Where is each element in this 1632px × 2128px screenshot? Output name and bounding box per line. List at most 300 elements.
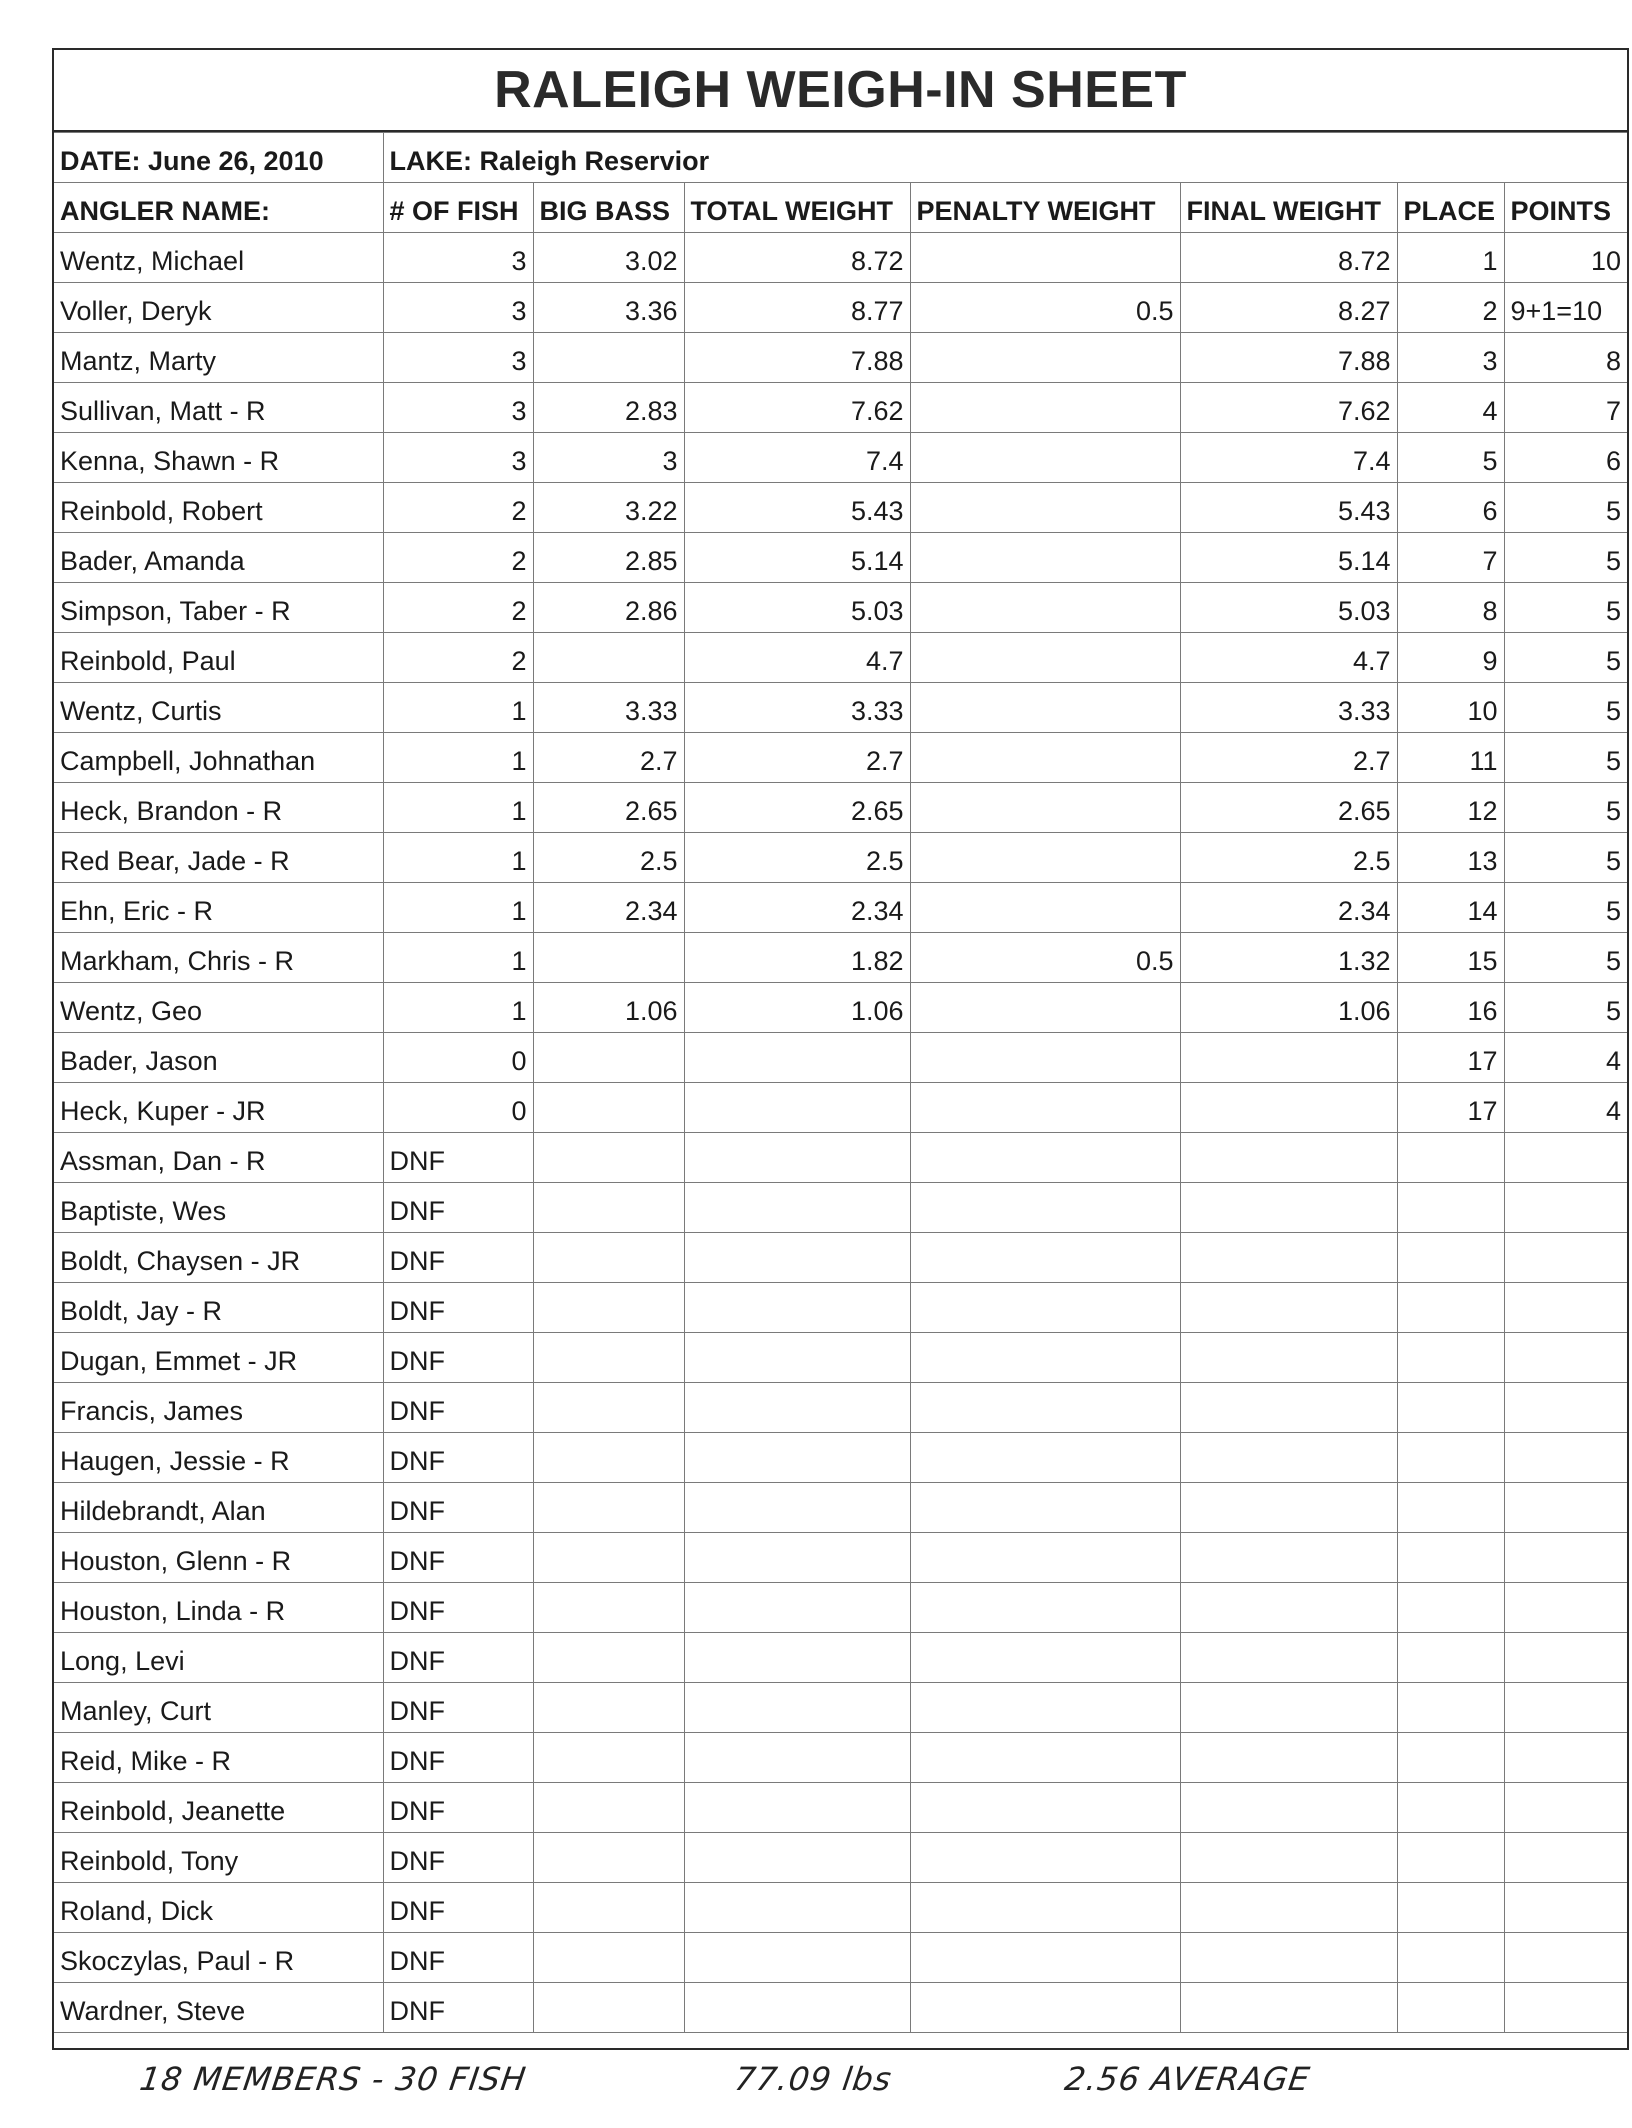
cell-total-weight xyxy=(684,1733,910,1783)
cell-points xyxy=(1504,1483,1627,1533)
cell-total-weight xyxy=(684,1233,910,1283)
cell-points: 5 xyxy=(1504,483,1627,533)
cell-fish-count: 1 xyxy=(383,833,533,883)
cell-angler-name: Wentz, Michael xyxy=(54,233,383,283)
cell-points xyxy=(1504,1433,1627,1483)
cell-fish-count: 2 xyxy=(383,533,533,583)
cell-big-bass xyxy=(533,1083,684,1133)
cell-final-weight xyxy=(1180,1033,1397,1083)
cell-points xyxy=(1504,1583,1627,1633)
table-row xyxy=(54,633,1627,683)
cell-fish-count: DNF xyxy=(383,1133,533,1183)
cell-fish-count: DNF xyxy=(383,1883,533,1933)
table-row xyxy=(54,583,1627,633)
cell-final-weight xyxy=(1180,1283,1397,1333)
cell-place xyxy=(1397,1533,1504,1583)
header-total-weight: TOTAL WEIGHT xyxy=(684,183,910,233)
cell-angler-name: Mantz, Marty xyxy=(54,333,383,383)
table-row xyxy=(54,1383,1627,1433)
cell-final-weight: 2.7 xyxy=(1180,733,1397,783)
cell-points xyxy=(1504,1833,1627,1883)
cell-total-weight xyxy=(684,1433,910,1483)
cell-total-weight xyxy=(684,1033,910,1083)
cell-angler-name: Assman, Dan - R xyxy=(54,1133,383,1183)
cell-penalty-weight: 0.5 xyxy=(910,933,1180,983)
cell-total-weight: 5.14 xyxy=(684,533,910,583)
cell-total-weight xyxy=(684,1283,910,1333)
cell-fish-count: 1 xyxy=(383,783,533,833)
cell-points: 4 xyxy=(1504,1083,1627,1133)
cell-total-weight: 5.43 xyxy=(684,483,910,533)
cell-penalty-weight xyxy=(910,683,1180,733)
cell-big-bass xyxy=(533,1683,684,1733)
cell-penalty-weight xyxy=(910,1433,1180,1483)
cell-angler-name: Reinbold, Robert xyxy=(54,483,383,533)
cell-penalty-weight xyxy=(910,1383,1180,1433)
cell-big-bass: 2.83 xyxy=(533,383,684,433)
cell-angler-name: Kenna, Shawn - R xyxy=(54,433,383,483)
cell-fish-count: 1 xyxy=(383,933,533,983)
cell-points xyxy=(1504,1383,1627,1433)
cell-penalty-weight xyxy=(910,1133,1180,1183)
cell-fish-count: 3 xyxy=(383,233,533,283)
cell-penalty-weight: 0.5 xyxy=(910,283,1180,333)
cell-big-bass xyxy=(533,1133,684,1183)
cell-penalty-weight xyxy=(910,533,1180,583)
cell-place xyxy=(1397,1433,1504,1483)
cell-place: 15 xyxy=(1397,933,1504,983)
table-row xyxy=(54,883,1627,933)
cell-big-bass: 3 xyxy=(533,433,684,483)
cell-big-bass xyxy=(533,1333,684,1383)
cell-points: 5 xyxy=(1504,633,1627,683)
cell-place: 11 xyxy=(1397,733,1504,783)
cell-place xyxy=(1397,1883,1504,1933)
cell-fish-count: DNF xyxy=(383,1833,533,1883)
cell-place: 12 xyxy=(1397,783,1504,833)
cell-points xyxy=(1504,1733,1627,1783)
cell-total-weight xyxy=(684,1883,910,1933)
cell-angler-name: Campbell, Johnathan xyxy=(54,733,383,783)
cell-penalty-weight xyxy=(910,1733,1180,1783)
cell-place xyxy=(1397,1933,1504,1983)
cell-angler-name: Bader, Amanda xyxy=(54,533,383,583)
cell-points xyxy=(1504,1333,1627,1383)
cell-total-weight xyxy=(684,1833,910,1883)
cell-total-weight xyxy=(684,1383,910,1433)
cell-fish-count: DNF xyxy=(383,1983,533,2033)
cell-final-weight xyxy=(1180,1383,1397,1433)
table-row xyxy=(54,1983,1627,2033)
cell-points xyxy=(1504,1133,1627,1183)
cell-fish-count: DNF xyxy=(383,1683,533,1733)
cell-angler-name: Simpson, Taber - R xyxy=(54,583,383,633)
table-row xyxy=(54,1633,1627,1683)
cell-fish-count: 2 xyxy=(383,483,533,533)
cell-points: 5 xyxy=(1504,533,1627,583)
cell-angler-name: Wentz, Curtis xyxy=(54,683,383,733)
cell-fish-count: DNF xyxy=(383,1383,533,1433)
cell-big-bass xyxy=(533,1783,684,1833)
cell-penalty-weight xyxy=(910,583,1180,633)
cell-penalty-weight xyxy=(910,883,1180,933)
cell-penalty-weight xyxy=(910,433,1180,483)
cell-place: 6 xyxy=(1397,483,1504,533)
cell-total-weight xyxy=(684,1083,910,1133)
cell-total-weight xyxy=(684,1533,910,1583)
cell-place: 8 xyxy=(1397,583,1504,633)
cell-place xyxy=(1397,1583,1504,1633)
cell-angler-name: Wentz, Geo xyxy=(54,983,383,1033)
cell-final-weight xyxy=(1180,1183,1397,1233)
cell-place: 13 xyxy=(1397,833,1504,883)
cell-final-weight: 1.06 xyxy=(1180,983,1397,1033)
cell-big-bass xyxy=(533,633,684,683)
cell-penalty-weight xyxy=(910,733,1180,783)
cell-final-weight: 7.4 xyxy=(1180,433,1397,483)
cell-fish-count: DNF xyxy=(383,1483,533,1533)
cell-final-weight xyxy=(1180,1883,1397,1933)
cell-penalty-weight xyxy=(910,1783,1180,1833)
cell-points: 8 xyxy=(1504,333,1627,383)
cell-big-bass xyxy=(533,933,684,983)
cell-final-weight xyxy=(1180,1533,1397,1583)
cell-final-weight: 5.43 xyxy=(1180,483,1397,533)
table-row xyxy=(54,283,1627,333)
cell-penalty-weight xyxy=(910,1983,1180,2033)
cell-points: 5 xyxy=(1504,733,1627,783)
cell-place: 5 xyxy=(1397,433,1504,483)
cell-total-weight: 8.72 xyxy=(684,233,910,283)
cell-points: 5 xyxy=(1504,883,1627,933)
cell-place: 7 xyxy=(1397,533,1504,583)
cell-place xyxy=(1397,1333,1504,1383)
cell-penalty-weight xyxy=(910,1833,1180,1883)
cell-big-bass xyxy=(533,1983,684,2033)
cell-total-weight: 2.34 xyxy=(684,883,910,933)
cell-big-bass: 2.86 xyxy=(533,583,684,633)
cell-final-weight xyxy=(1180,1783,1397,1833)
cell-total-weight: 5.03 xyxy=(684,583,910,633)
cell-penalty-weight xyxy=(910,1083,1180,1133)
cell-angler-name: Dugan, Emmet - JR xyxy=(54,1333,383,1383)
cell-big-bass: 2.85 xyxy=(533,533,684,583)
table-row xyxy=(54,983,1627,1033)
header-final-weight: FINAL WEIGHT xyxy=(1180,183,1397,233)
table-row xyxy=(54,1083,1627,1133)
cell-big-bass: 1.06 xyxy=(533,983,684,1033)
cell-fish-count: DNF xyxy=(383,1633,533,1683)
cell-penalty-weight xyxy=(910,1333,1180,1383)
cell-final-weight xyxy=(1180,1233,1397,1283)
cell-fish-count: 3 xyxy=(383,383,533,433)
handwritten-total-weight: 77.09 lbs xyxy=(732,2060,895,2098)
cell-points: 10 xyxy=(1504,233,1627,283)
cell-total-weight xyxy=(684,1633,910,1683)
cell-final-weight xyxy=(1180,1083,1397,1133)
cell-final-weight xyxy=(1180,1333,1397,1383)
cell-angler-name: Boldt, Chaysen - JR xyxy=(54,1233,383,1283)
cell-big-bass xyxy=(533,1883,684,1933)
cell-angler-name: Hildebrandt, Alan xyxy=(54,1483,383,1533)
cell-angler-name: Francis, James xyxy=(54,1383,383,1433)
cell-total-weight xyxy=(684,1583,910,1633)
cell-total-weight: 8.77 xyxy=(684,283,910,333)
table-row xyxy=(54,1433,1627,1483)
cell-fish-count: DNF xyxy=(383,1333,533,1383)
cell-penalty-weight xyxy=(910,833,1180,883)
cell-final-weight xyxy=(1180,1833,1397,1883)
cell-fish-count: DNF xyxy=(383,1933,533,1983)
table-row xyxy=(54,233,1627,283)
cell-final-weight: 2.34 xyxy=(1180,883,1397,933)
title-row xyxy=(54,50,1627,132)
cell-points: 5 xyxy=(1504,583,1627,633)
cell-big-bass xyxy=(533,1183,684,1233)
weigh-in-sheet xyxy=(52,48,1629,2050)
cell-final-weight xyxy=(1180,1683,1397,1733)
cell-angler-name: Voller, Deryk xyxy=(54,283,383,333)
cell-final-weight: 7.88 xyxy=(1180,333,1397,383)
cell-points: 5 xyxy=(1504,683,1627,733)
cell-place: 4 xyxy=(1397,383,1504,433)
table-row xyxy=(54,1133,1627,1183)
cell-fish-count: DNF xyxy=(383,1283,533,1333)
cell-fish-count: 3 xyxy=(383,283,533,333)
cell-angler-name: Reid, Mike - R xyxy=(54,1733,383,1783)
table-row xyxy=(54,733,1627,783)
cell-penalty-weight xyxy=(910,1683,1180,1733)
table-row xyxy=(54,533,1627,583)
cell-angler-name: Heck, Brandon - R xyxy=(54,783,383,833)
table-row xyxy=(54,1733,1627,1783)
cell-penalty-weight xyxy=(910,1033,1180,1083)
cell-final-weight: 1.32 xyxy=(1180,933,1397,983)
cell-total-weight: 7.88 xyxy=(684,333,910,383)
cell-final-weight xyxy=(1180,1933,1397,1983)
table-row xyxy=(54,333,1627,383)
cell-points: 5 xyxy=(1504,833,1627,883)
cell-big-bass xyxy=(533,1033,684,1083)
cell-final-weight xyxy=(1180,1583,1397,1633)
cell-place xyxy=(1397,1833,1504,1883)
table-row xyxy=(54,1683,1627,1733)
cell-points xyxy=(1504,1933,1627,1983)
table-row xyxy=(54,1333,1627,1383)
cell-penalty-weight xyxy=(910,233,1180,283)
cell-points xyxy=(1504,1683,1627,1733)
cell-big-bass: 2.7 xyxy=(533,733,684,783)
cell-points: 9+1=10 xyxy=(1504,283,1627,333)
weigh-in-table xyxy=(54,132,1627,2033)
table-row xyxy=(54,833,1627,883)
cell-place xyxy=(1397,1183,1504,1233)
cell-big-bass xyxy=(533,1733,684,1783)
header-points: POINTS xyxy=(1504,183,1627,233)
cell-angler-name: Reinbold, Paul xyxy=(54,633,383,683)
cell-final-weight: 5.03 xyxy=(1180,583,1397,633)
cell-total-weight: 2.7 xyxy=(684,733,910,783)
table-row xyxy=(54,1883,1627,1933)
cell-penalty-weight xyxy=(910,1533,1180,1583)
cell-final-weight: 2.5 xyxy=(1180,833,1397,883)
cell-total-weight xyxy=(684,1483,910,1533)
cell-final-weight: 4.7 xyxy=(1180,633,1397,683)
cell-place xyxy=(1397,1283,1504,1333)
cell-big-bass xyxy=(533,1933,684,1983)
cell-points xyxy=(1504,1883,1627,1933)
cell-points xyxy=(1504,1233,1627,1283)
cell-angler-name: Long, Levi xyxy=(54,1633,383,1683)
cell-final-weight xyxy=(1180,1733,1397,1783)
cell-angler-name: Bader, Jason xyxy=(54,1033,383,1083)
cell-angler-name: Markham, Chris - R xyxy=(54,933,383,983)
table-row xyxy=(54,783,1627,833)
cell-penalty-weight xyxy=(910,1583,1180,1633)
cell-total-weight: 7.62 xyxy=(684,383,910,433)
cell-final-weight xyxy=(1180,1133,1397,1183)
cell-total-weight: 1.82 xyxy=(684,933,910,983)
cell-final-weight: 8.72 xyxy=(1180,233,1397,283)
cell-penalty-weight xyxy=(910,1633,1180,1683)
cell-points: 4 xyxy=(1504,1033,1627,1083)
cell-place xyxy=(1397,1133,1504,1183)
cell-big-bass xyxy=(533,333,684,383)
cell-penalty-weight xyxy=(910,1933,1180,1983)
cell-big-bass: 3.36 xyxy=(533,283,684,333)
lake-cell: LAKE: Raleigh Reservior xyxy=(383,133,1627,183)
cell-total-weight: 1.06 xyxy=(684,983,910,1033)
cell-points: 5 xyxy=(1504,783,1627,833)
header-angler: ANGLER NAME: xyxy=(54,183,383,233)
cell-big-bass xyxy=(533,1383,684,1433)
table-row xyxy=(54,1183,1627,1233)
cell-place: 16 xyxy=(1397,983,1504,1033)
table-row xyxy=(54,1933,1627,1983)
cell-fish-count: DNF xyxy=(383,1183,533,1233)
cell-total-weight: 4.7 xyxy=(684,633,910,683)
header-penalty-weight: PENALTY WEIGHT xyxy=(910,183,1180,233)
cell-place: 17 xyxy=(1397,1083,1504,1133)
header-place: PLACE xyxy=(1397,183,1504,233)
date-cell: DATE: June 26, 2010 xyxy=(54,133,383,183)
info-row xyxy=(54,133,1627,183)
cell-final-weight: 8.27 xyxy=(1180,283,1397,333)
cell-points xyxy=(1504,1983,1627,2033)
cell-angler-name: Reinbold, Jeanette xyxy=(54,1783,383,1833)
cell-fish-count: DNF xyxy=(383,1433,533,1483)
cell-big-bass: 3.22 xyxy=(533,483,684,533)
table-row xyxy=(54,483,1627,533)
cell-final-weight: 5.14 xyxy=(1180,533,1397,583)
cell-fish-count: DNF xyxy=(383,1233,533,1283)
cell-big-bass xyxy=(533,1583,684,1633)
cell-final-weight xyxy=(1180,1483,1397,1533)
sheet-title: RALEIGH WEIGH-IN SHEET xyxy=(494,61,1187,119)
cell-points xyxy=(1504,1533,1627,1583)
cell-final-weight xyxy=(1180,1983,1397,2033)
cell-points xyxy=(1504,1783,1627,1833)
cell-total-weight xyxy=(684,1133,910,1183)
cell-big-bass: 2.65 xyxy=(533,783,684,833)
cell-fish-count: 0 xyxy=(383,1083,533,1133)
cell-place xyxy=(1397,1383,1504,1433)
table-row xyxy=(54,683,1627,733)
cell-fish-count: 3 xyxy=(383,333,533,383)
header-fish: # OF FISH xyxy=(383,183,533,233)
cell-angler-name: Ehn, Eric - R xyxy=(54,883,383,933)
cell-penalty-weight xyxy=(910,633,1180,683)
table-row xyxy=(54,1833,1627,1883)
cell-fish-count: 2 xyxy=(383,633,533,683)
cell-penalty-weight xyxy=(910,983,1180,1033)
cell-fish-count: 0 xyxy=(383,1033,533,1083)
cell-big-bass xyxy=(533,1833,684,1883)
cell-place: 14 xyxy=(1397,883,1504,933)
cell-place xyxy=(1397,1733,1504,1783)
cell-total-weight xyxy=(684,1933,910,1983)
table-row xyxy=(54,933,1627,983)
cell-points: 5 xyxy=(1504,933,1627,983)
cell-points: 6 xyxy=(1504,433,1627,483)
cell-total-weight xyxy=(684,1683,910,1733)
cell-total-weight: 3.33 xyxy=(684,683,910,733)
header-row xyxy=(54,183,1627,233)
cell-angler-name: Sullivan, Matt - R xyxy=(54,383,383,433)
cell-angler-name: Heck, Kuper - JR xyxy=(54,1083,383,1133)
cell-total-weight xyxy=(684,1983,910,2033)
cell-final-weight: 3.33 xyxy=(1180,683,1397,733)
cell-penalty-weight xyxy=(910,383,1180,433)
table-row xyxy=(54,1533,1627,1583)
cell-place xyxy=(1397,1683,1504,1733)
cell-total-weight: 2.5 xyxy=(684,833,910,883)
cell-place xyxy=(1397,1233,1504,1283)
cell-big-bass: 3.33 xyxy=(533,683,684,733)
cell-penalty-weight xyxy=(910,333,1180,383)
handwritten-members-fish: 18 MEMBERS - 30 FISH xyxy=(137,2060,529,2098)
cell-place xyxy=(1397,1483,1504,1533)
cell-big-bass xyxy=(533,1233,684,1283)
cell-total-weight: 7.4 xyxy=(684,433,910,483)
cell-angler-name: Manley, Curt xyxy=(54,1683,383,1733)
table-row xyxy=(54,1583,1627,1633)
cell-fish-count: 1 xyxy=(383,683,533,733)
cell-angler-name: Boldt, Jay - R xyxy=(54,1283,383,1333)
cell-angler-name: Houston, Linda - R xyxy=(54,1583,383,1633)
cell-fish-count: 1 xyxy=(383,983,533,1033)
table-row xyxy=(54,433,1627,483)
cell-place: 10 xyxy=(1397,683,1504,733)
cell-place: 2 xyxy=(1397,283,1504,333)
cell-points xyxy=(1504,1633,1627,1683)
table-row xyxy=(54,1033,1627,1083)
cell-penalty-weight xyxy=(910,1483,1180,1533)
table-row xyxy=(54,1283,1627,1333)
cell-big-bass: 2.34 xyxy=(533,883,684,933)
cell-penalty-weight xyxy=(910,1183,1180,1233)
header-big-bass: BIG BASS xyxy=(533,183,684,233)
cell-points: 7 xyxy=(1504,383,1627,433)
cell-penalty-weight xyxy=(910,1883,1180,1933)
cell-penalty-weight xyxy=(910,783,1180,833)
cell-final-weight xyxy=(1180,1633,1397,1683)
cell-angler-name: Haugen, Jessie - R xyxy=(54,1433,383,1483)
cell-place: 17 xyxy=(1397,1033,1504,1083)
cell-fish-count: 3 xyxy=(383,433,533,483)
cell-total-weight xyxy=(684,1333,910,1383)
cell-points xyxy=(1504,1283,1627,1333)
